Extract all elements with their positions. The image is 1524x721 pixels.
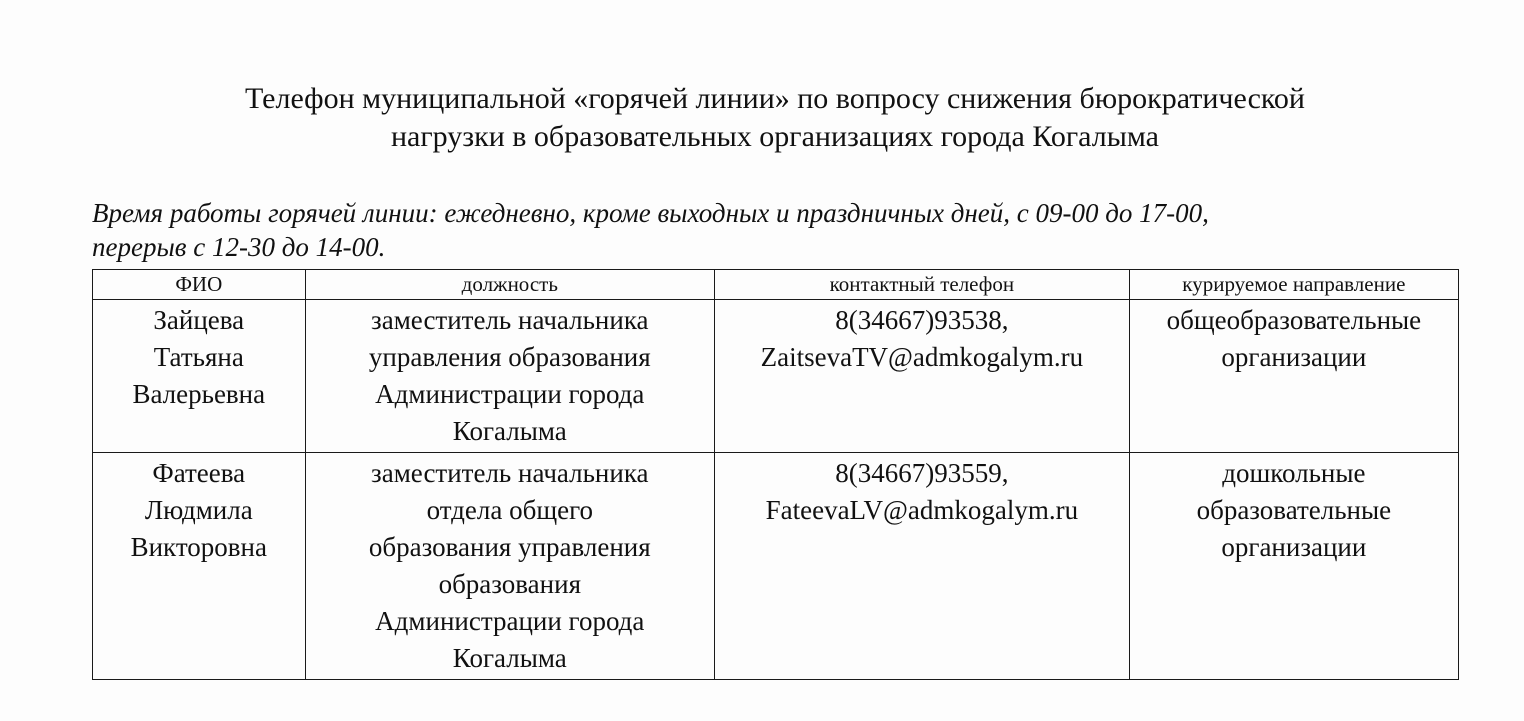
position-line: отдела общего — [426, 495, 593, 525]
email-address: ZaitsevaTV@admkogalym.ru — [760, 342, 1084, 372]
fio-line: Татьяна — [153, 342, 244, 372]
direction-line: общеобразовательные — [1166, 305, 1422, 335]
table-row — [93, 453, 1459, 680]
fio-line: Зайцева — [153, 305, 245, 335]
schedule-line: Время работы горячей линии: ежедневно, кроме выходных и праздничных дней, с 09-00 до 17-00, — [92, 198, 1209, 228]
fio-line: Валерьевна — [132, 379, 266, 409]
direction-line: организации — [1221, 342, 1367, 372]
document-title — [92, 80, 1458, 156]
position-line: Когалыма — [452, 416, 567, 446]
header-position: должность — [305, 270, 714, 300]
schedule-line: перерыв с 12-30 до 14-00. — [92, 232, 386, 262]
header-direction: курируемое направление — [1129, 270, 1458, 300]
fio-line: Викторовна — [130, 532, 267, 562]
title-line: нагрузки в образовательных организациях города Когалыма — [391, 120, 1159, 153]
position-line: заместитель начальника — [371, 305, 649, 335]
contacts-table — [92, 269, 1459, 680]
table-header-row — [93, 270, 1459, 300]
cell-direction — [1129, 453, 1458, 680]
position-line: управления образования — [368, 342, 651, 372]
position-line: образования управления — [368, 532, 651, 562]
position-line: заместитель начальника — [371, 458, 649, 488]
position-line: образования — [438, 569, 581, 599]
phone-number: 8(34667)93538, — [835, 305, 1009, 335]
cell-phone — [715, 300, 1130, 453]
email-address: FateevaLV@admkogalym.ru — [765, 495, 1079, 525]
position-line: Администрации города — [375, 606, 645, 636]
position-line: Администрации города — [375, 379, 645, 409]
title-line: Телефон муниципальной «горячей линии» по вопросу снижения бюрократической — [245, 82, 1305, 115]
fio-line: Людмила — [144, 495, 253, 525]
position-line: Когалыма — [452, 643, 567, 673]
fio-line: Фатеева — [152, 458, 246, 488]
direction-line: образовательные — [1196, 495, 1392, 525]
cell-phone — [715, 453, 1130, 680]
direction-line: организации — [1221, 532, 1367, 562]
working-hours-note — [92, 196, 1458, 264]
phone-number: 8(34667)93559, — [835, 458, 1009, 488]
direction-line: дошкольные — [1222, 458, 1366, 488]
header-fio: ФИО — [93, 270, 306, 300]
table-row — [93, 300, 1459, 453]
cell-position — [305, 300, 714, 453]
header-phone: контактный телефон — [715, 270, 1130, 300]
cell-fio — [93, 300, 306, 453]
cell-direction — [1129, 300, 1458, 453]
cell-fio — [93, 453, 306, 680]
cell-position — [305, 453, 714, 680]
